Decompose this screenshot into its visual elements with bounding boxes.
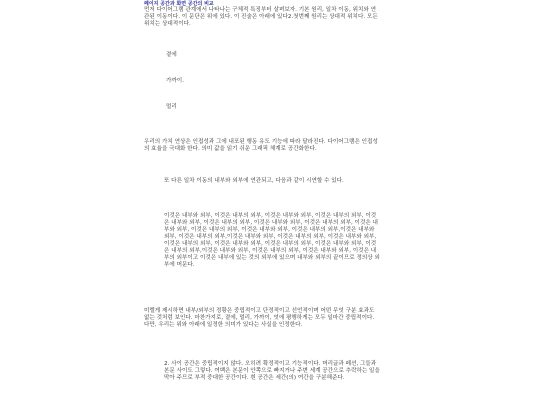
paragraph-text: 또 다른 일차 이동의 내부와 외부에 연관되고, 다음과 같이 시연할 수 있다. (164, 178, 344, 184)
paragraph-text: 먼저 다이어그램 관계에서 나타나는 구체적 특징부터 살펴보자. 기본 원리, 일차 이동, 위치와 연관된 이동이다. 이 문단은 위에 있다. 이 진술은 아래에 있다2.첫번째 원리는 상대적 위치다. 모든 위치는 상대적이다. (144, 7, 378, 27)
word-far: 멀리 (166, 104, 177, 110)
paragraph-text: 이것은 내부와 외부, 이것은 내부의 외부, 이것은 내부와 외부, 이것은 내부의 외부, 이것은 내부와 외부, 이것은 내부의 외부, 이것은 내부와 외부, 이것은 내부의 외부, 이것은 내부와 외부, 이것은 내부의 외부, 이것은 내부와 외부, 이것은 내부의 외부,이것은 내부와 외부, 이것은 내부의 외부,이것은 내부와 외부, 이것은 내부의 외부, 이것은 내부와 외부, 이것은 내부의 외부, 이것은 내부와 외부, 이것은 내부의 외부, 이것은 내부와 외부, 이것은 내부의 외부,이것은 내부와 외부, 이것은 내부의 외부, 이것은 내부와 외부, 이것은 내부의 외부이고 이것은 내부에 있는 것의 외부에 있으며 내부와 외부의 끝이므로 정의상 외부에 머문다. (164, 213, 380, 268)
document-title: 페이지 공간과 화면 공간의 비교 (144, 1, 214, 7)
paragraph-text: 2. 사이 공간은 중립적이지 않다. 오히려 확정적이고 기능적이다. 머리글과 페션, 그들과 본문 사이도 그렇다. 여백은 본문이 안쪽으로 빠지거나 주변 세계 공간으로 추락하는 일을 막아 주므로 부적 중대한 공간이다. 흰 공간은 세간(의) 여간을 구분해준다. (164, 361, 380, 381)
paragraph-in-between-space (164, 361, 380, 382)
word-list (144, 52, 380, 130)
paragraph-text: 우리의 가치 연상은 인접성과 그에 내포된 행동 유도 기능에 따라 달라진다. 다이어그램은 인접성의 효율을 극대화 한다. 의미 값을 읽기 쉬운 그래픽 체계로 공간화한다. (144, 139, 378, 152)
paragraph-value-association (144, 139, 380, 153)
paragraph-intro (144, 7, 380, 28)
paragraph-neutrality (144, 308, 380, 329)
paragraph-inside-outside-repetition (164, 213, 380, 269)
document-page (144, 0, 380, 381)
word-beside: 곁에 (166, 52, 177, 58)
word-near: 가까이. (166, 78, 184, 84)
paragraph-text: 미렐게 제시하면 내부/외부의 정황은 중립적이고 단정적이고 선언적이며 어떤 무엇 구분 효과도 없는 것처럼 보인다. 마찬가지로, 곁에, 멀리, 가까이, 엇에 평행하게는 모두 일마간 중립적이다. 다만, 우리는 위와 아래에 일정한 의미가 있다는 사실을 인정한다. (144, 308, 375, 328)
paragraph-inside-outside-intro (164, 178, 380, 185)
